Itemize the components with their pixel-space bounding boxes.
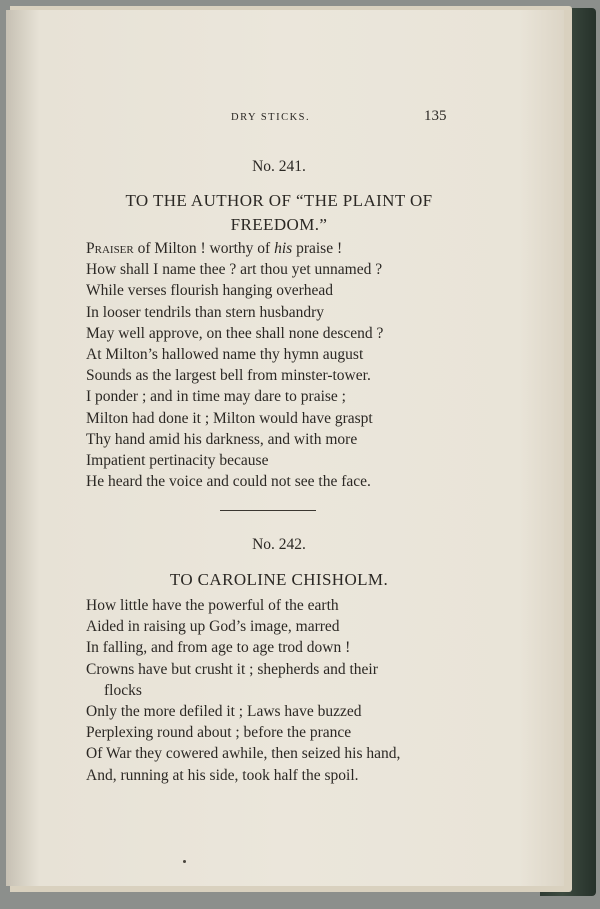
- poem-title-line: FREEDOM.”: [230, 215, 328, 234]
- first-line-end: praise !: [292, 240, 343, 257]
- poem-line-continuation: flocks: [104, 681, 142, 699]
- poem-line: At Milton’s hallowed name thy hymn august: [86, 346, 364, 364]
- poem-line: How shall I name thee ? art thou yet unnamed ?: [86, 261, 383, 279]
- running-head: DRY STICKS.: [231, 112, 311, 123]
- poem-line: Sounds as the largest bell from minster-tower.: [86, 367, 371, 385]
- first-line-italic: his: [274, 240, 293, 257]
- poem-line: And, running at his side, took half the spoil.: [86, 766, 359, 784]
- poem-line: Thy hand amid his darkness, and with more: [86, 430, 358, 448]
- poem-title: TO CAROLINE CHISHOLM.: [169, 570, 389, 589]
- poem-body: [86, 595, 400, 786]
- poem-line: Impatient pertinacity because: [86, 452, 269, 470]
- poem-line: Aided in raising up God’s image, marred: [86, 618, 340, 636]
- poem-line: Milton had done it ; Milton would have graspt: [86, 409, 373, 427]
- poem-line: Only the more defiled it ; Laws have buzzed: [86, 703, 362, 721]
- poem-number: No. 242.: [252, 536, 306, 553]
- first-line-mid: of Milton ! worthy of: [133, 240, 275, 257]
- first-word-small-caps: Praiser: [86, 240, 134, 257]
- poem-line: [86, 238, 383, 259]
- poem-title: [0, 189, 558, 237]
- poem-line: May well approve, on thee shall none descend ?: [86, 324, 384, 342]
- poem-body: [86, 238, 383, 492]
- poem-line: In looser tendrils than stern husbandry: [86, 303, 325, 321]
- poem-line: Crowns have but crusht it ; shepherds and their: [86, 660, 378, 678]
- poem-line: Of War they cowered awhile, then seized his hand,: [86, 745, 401, 763]
- ink-speck: [183, 860, 186, 863]
- page-number: 135: [424, 108, 447, 124]
- poem-line: How little have the powerful of the earth: [86, 597, 339, 614]
- poem-number: No. 241.: [252, 158, 306, 175]
- poem-line: While verses flourish hanging overhead: [86, 282, 334, 300]
- poem-line: Perplexing round about ; before the prance: [86, 724, 352, 742]
- poem-line: He heard the voice and could not see the face.: [86, 473, 371, 491]
- book-page: [6, 10, 564, 886]
- poem-line: In falling, and from age to age trod down !: [86, 639, 351, 657]
- poem-title-line: TO THE AUTHOR OF “THE PLAINT OF: [125, 191, 433, 210]
- poem-line: I ponder ; and in time may dare to praise ;: [86, 388, 346, 406]
- section-divider: [220, 510, 316, 511]
